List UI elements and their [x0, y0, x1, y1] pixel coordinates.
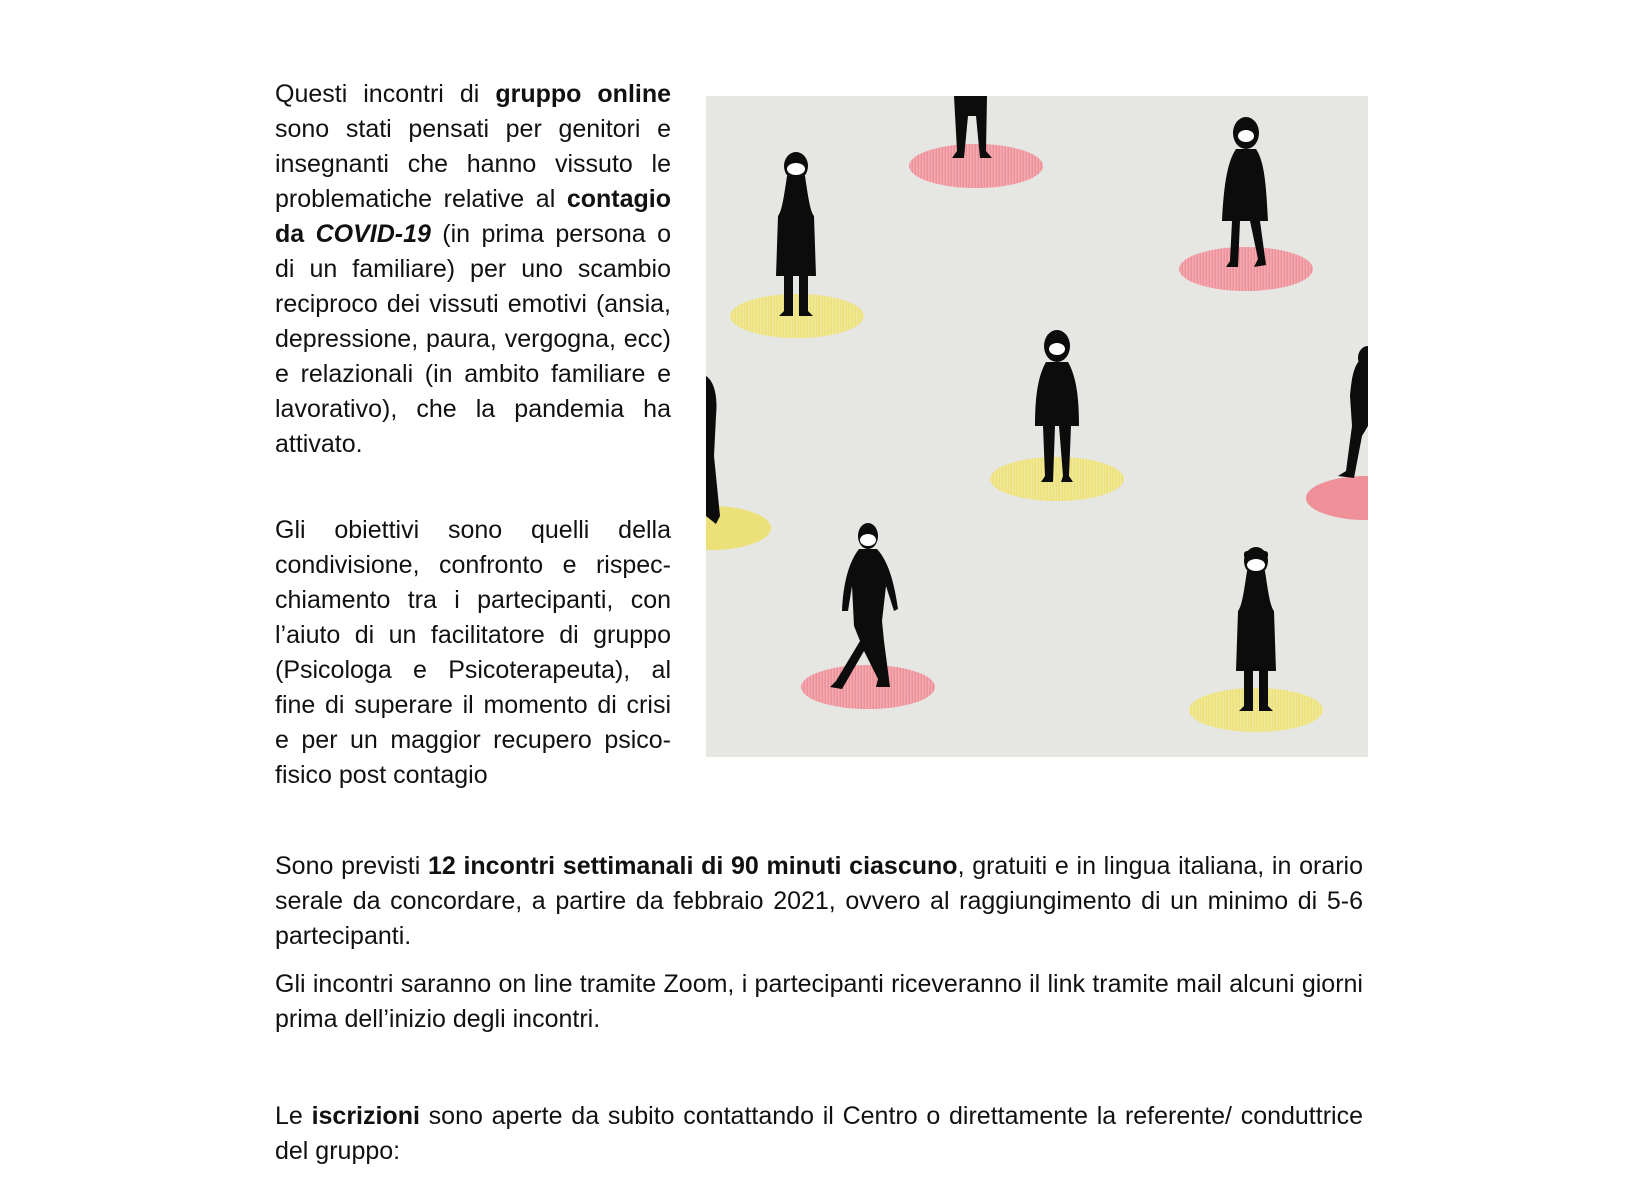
- registration-paragraph: [275, 1099, 1363, 1169]
- text-run: sono aperte da subito contattando il Centro o direttamente la referente/ conduttrice del gruppo:: [275, 1102, 1363, 1165]
- intro-paragraph: [275, 77, 671, 462]
- bold-phrase-meetings: 12 incontri settimanali di 90 minuti ciascuno: [427, 852, 958, 880]
- zoom-paragraph: Gli incontri saranno on line tramite Zoom, i partecipanti riceveranno il link tramite mail alcuni giorni prima dell’inizio degli incontri.: [275, 970, 1363, 1033]
- bold-phrase-iscrizioni: iscrizioni: [311, 1102, 420, 1130]
- text-run: Le: [275, 1102, 312, 1130]
- text-run: , gratuiti e in lingua italiana, in orario serale da concordare, a partire da febbraio 2021, ovvero al raggiungimento di un minimo di 5-6 partecipanti.: [275, 852, 1364, 950]
- schedule-paragraph: [275, 849, 1363, 954]
- bold-phrase-contagio: contagio da: [275, 185, 671, 248]
- distancing-illustration-svg: [706, 96, 1368, 757]
- bold-phrase-group-online: gruppo online: [495, 80, 672, 108]
- distancing-illustration: [706, 96, 1368, 757]
- text-run: sono stati pensati per genitori e insegnanti che hanno vissuto le problematiche relative al: [275, 115, 671, 213]
- text-run: Sono previsti: [275, 852, 428, 880]
- text-run: Questi incontri di: [275, 80, 496, 108]
- objectives-paragraph: Gli obiettivi sono quelli della condivisione, confronto e rispecchiamento tra i partecipanti, con l’aiuto di un facilitatore di gruppo (Psicologa e Psicoterapeuta), al fine di superare il momento di crisi e per un maggior recupero psico-fisico post contagio: [275, 516, 671, 789]
- text-run: (in prima persona o di un familiare) per uno scambio reciproco dei vissuti emotivi (ansia, depressione, paura, vergogna, ecc) e relazionali (in ambito familiare e lavorativo), che la pandemia ha attivato.: [275, 220, 672, 458]
- bold-italic-covid: COVID-19: [315, 220, 431, 248]
